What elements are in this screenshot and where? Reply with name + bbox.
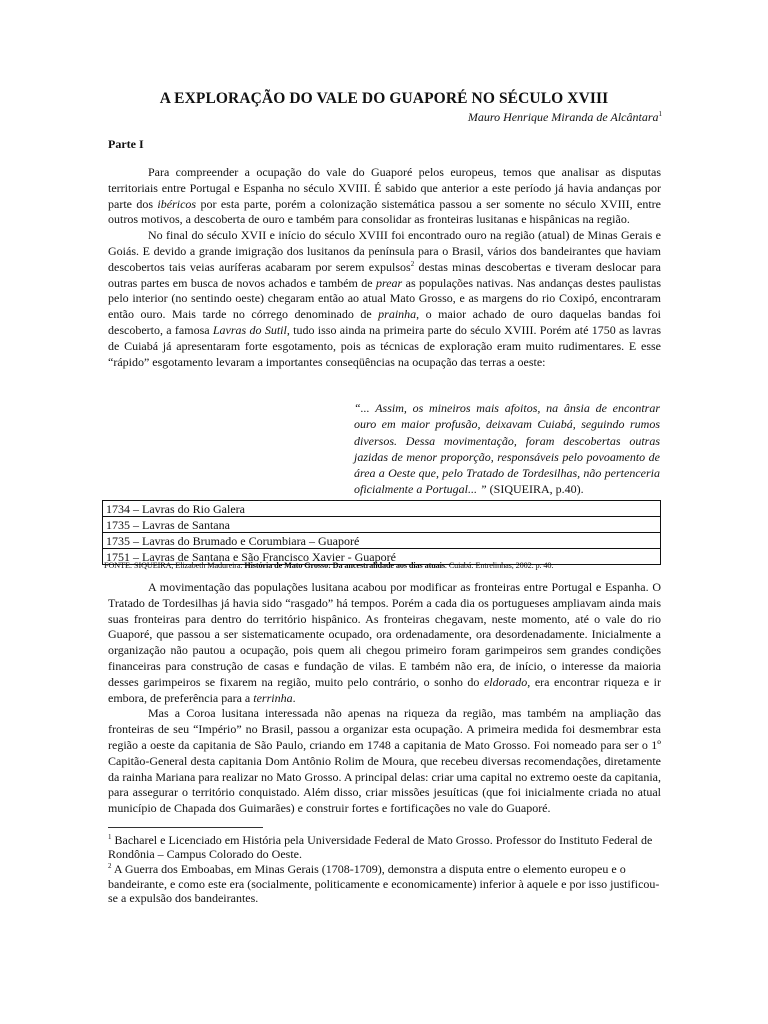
paragraph-text: No final do século XVII e início do século XVIII foi encontrado ouro na região (atual) de Minas Gerais e Goiás. E devido a grande imigração dos lusitanos da península para o Brasil, vários dos bandeirantes que haviam descobertos tais veias auríferas acabaram por serem expulsos: [108, 228, 661, 274]
table-row: [103, 533, 661, 549]
footnote-text: A Guerra dos Emboabas, em Minas Gerais (1708-1709), demonstra a disputa entre o elemento europeu e o bandeirante, e como este era (socialmente, politicamente e economicamente) inferior à aquele e por isso justificou-se a expulsão dos bandeirantes.: [108, 862, 660, 905]
paragraph-2: [108, 228, 661, 370]
source-text: . Cuiabá: Entrelinhas, 2002. p. 40.: [444, 561, 554, 570]
paragraph-text: Para compreender a ocupação do vale do Guaporé pelos europeus, temos que analisar as disputas territoriais entre Portugal e Espanha no século XVIII. É sabido que anterior a este período já havia andanças por parte dos: [108, 165, 661, 211]
paragraph-text: por esta parte, porém a colonização sistemática passou a ser somente no século XVIII, entre outros motivos, a descoberta de ouro e também para consolidar as fronteiras lusitanas e hispânicas na região.: [108, 196, 661, 227]
paragraph-italic: ibéricos: [157, 196, 197, 211]
paragraph-text: , tudo isso ainda na primeira parte do século XVIII. Porém até 1750 as lavras de Cuiabá já apresentaram forte esgotamento, pois as técnicas de exploração eram muito rudimentares. E esse “rápido” esgotamento levaram a importantes conseqüências na ocupação das terras a oeste:: [108, 322, 661, 369]
author-name: Mauro Henrique Miranda de Alcântara: [467, 110, 659, 124]
footnote-text: Bacharel e Licenciado em História pela Universidade Federal de Mato Grosso. Professor do Instituto Federal de Rondônia – Campus Colorado do Oeste.: [108, 833, 653, 862]
author-line: [468, 110, 662, 125]
quote-citation: (SIQUEIRA, p.40).: [486, 482, 584, 497]
footnote-ref-2: 2: [410, 259, 415, 268]
body-bottom: [108, 580, 661, 817]
paragraph-text: as populações nativas. Nas andanças destes paulistas pelo interior (no sentindo oeste) chegaram então ao atual Mato Grosso, e as margens do rio Coxipó, encontraram então ouro. Mais tarde no córrego denominado de: [108, 275, 661, 322]
paragraph-3: [108, 580, 661, 706]
document-title: A EXPLORAÇÃO DO VALE DO GUAPORÉ NO SÉCULO XVIII: [159, 90, 609, 107]
table-cell: 1734 – Lavras do Rio Galera: [103, 501, 661, 517]
paragraph-text: .: [292, 690, 296, 705]
footnote-2: [108, 862, 663, 905]
paragraph-italic: eldorado: [483, 674, 528, 689]
footnote-number: 1: [108, 833, 112, 841]
paragraph-1: [108, 165, 661, 228]
paragraph-4: Mas a Coroa lusitana interessada não apenas na riqueza da região, mas também na ampliação das fronteiras de seu “Império” no Brasil, passou a organizar esta ocupação. A primeira medida foi desmembrar esta região a oeste da capitania de São Paulo, criando em 1748 a capitania de Mato Grosso. Foi nomeado para ser o 1º Capitão-General desta capitania Dom Antônio Rolim de Moura, que recebeu diversas recomendações, diretamente da rainha Mariana para realizar no Mato Grosso. A principal delas: criar uma capital no extremo oeste da capitania, para assegurar o território conquistado. Além disso, criar missões jesuíticas (que foi inicialmente criada no atual município de Chapada dos Guimarães) e construir fortes e fortificações no vale do Guaporé.: [108, 706, 661, 816]
block-quote: [354, 400, 660, 498]
paragraph-text: A movimentação das populações lusitana acabou por modificar as fronteiras entre Portugal e Espanha. O Tratado de Tordesilhas já havia sido “rasgado” há tempos. Porém a cada dia os portugueses ampliavam ainda mais suas fronteiras para dentro do território hispânico. As fronteiras chegavam, neste momento, até o vale do rio Guaporé, que passou a ser sistematicamente ocupado, ora ordenadamente, ora desordenadamente. Inicialmente a organização não pautou a ocupação, pois quem ali chegou primeiro foram garimpeiros sem grandes condições financeiras para construção de casas e fundação de vilas. E também não era, de início, o interesse da maioria desses garimpeiros se fixarem na região, muito pelo contrário, o sonho do: [108, 580, 661, 689]
table-source: [104, 561, 553, 570]
paragraph-italic: Lavras do Sutil: [212, 322, 287, 337]
table-row: [103, 517, 661, 533]
footnotes: [108, 833, 663, 906]
paragraph-italic: prainha: [378, 307, 417, 322]
table-cell: 1735 – Lavras de Santana: [103, 517, 661, 533]
footnote-ref-1: 1: [658, 110, 662, 118]
footnote-number: 2: [108, 862, 112, 871]
footnote-1: [108, 833, 663, 861]
source-text: FONTE: SIQUEIRA, Elizabeth Madureira.: [104, 561, 245, 570]
table-cell: 1751 – Lavras de Santana e São Francisco Xavier - Guaporé: [103, 549, 661, 565]
paragraph-text: destas minas descobertas e tiveram deslocar para outras partes em busca de novos achados e também de: [108, 259, 661, 290]
section-heading: Parte I: [108, 137, 144, 151]
table-cell: 1735 – Lavras do Brumado e Corumbiara – Guaporé: [103, 533, 661, 549]
paragraph-italic: prear: [375, 275, 403, 290]
paragraph-text: , o maior achado de ouro daquelas bandas foi descoberto, a famosa: [108, 307, 661, 337]
footnote-separator: [108, 827, 263, 828]
paragraph-italic: terrinha: [253, 690, 293, 705]
paragraph-text: , era encontrar riqueza e ir embora, de preferência para a: [108, 674, 661, 705]
lavras-table: [102, 500, 661, 565]
source-book-title: História de Mato Grosso: Da ancestralidade aos dias atuais: [244, 561, 445, 570]
quote-text: “... Assim, os mineiros mais afoitos, na ânsia de encontrar ouro em maior profusão, deixavam Cuiabá, seguindo rumos diversos. Dessa movimentação, foram descobertas outras jazidas de menor proporção, responsáveis pelo povoamento de área a Oeste que, pelo Tratado de Tordesilhas, não pertenceria oficialmente a Portugal... ”: [354, 401, 660, 497]
body-top: [108, 165, 661, 370]
table-row: [103, 501, 661, 517]
